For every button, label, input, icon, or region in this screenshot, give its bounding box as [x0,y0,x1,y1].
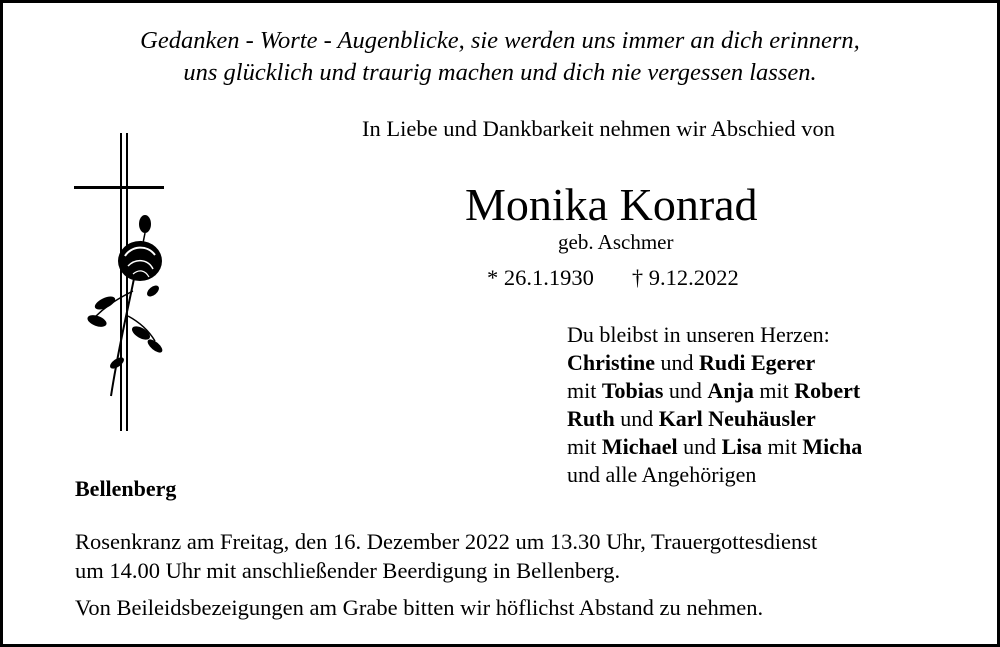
cross-with-rose-icon [73,131,173,441]
memorial-quote-line-1: Gedanken - Worte - Augenblicke, sie werden uns immer an dich erinnern, [140,27,860,54]
mourner-name: Christine [567,350,655,375]
deceased-name: Monika Konrad [465,179,758,230]
service-info-line-1: Rosenkranz am Freitag, den 16. Dezember 2022 um 13.30 Uhr, Trauergottesdienst [75,529,818,554]
place-name: Bellenberg [75,476,177,501]
death-symbol: † [631,265,644,290]
mourners-list [567,321,862,489]
service-info-line-2: um 14.00 Uhr mit anschließender Beerdigung in Bellenberg. [75,558,621,583]
mourner-line: Ruth und Karl Neuhäusler [567,406,816,431]
condolence-note: Von Beileidsbezeigungen am Grabe bitten wir höflichst Abstand zu nehmen. [75,595,764,620]
memorial-quote-line-2: uns glücklich und traurig machen und dich nie vergessen lassen. [183,59,817,86]
mourner-name: Tobias [601,378,664,403]
mourner-line: Christine und Rudi Egerer [567,350,816,375]
birth-symbol: * [487,265,499,290]
farewell-intro: In Liebe und Dankbarkeit nehmen wir Abschied von [362,116,835,141]
mourner-name: Rudi Egerer [699,350,816,375]
mourner-name: Ruth [567,406,615,431]
life-dates [487,265,739,291]
mourner-name: Lisa [721,434,762,459]
mourner-name: Karl Neuhäusler [658,406,816,431]
mourner-line: mit Michael und Lisa mit Micha [567,434,863,459]
mourners-closing: und alle Angehörigen [567,462,757,487]
mourner-name: Anja [707,378,754,403]
mourner-name: Micha [802,434,863,459]
mourners-heading: Du bleibst in unseren Herzen: [567,322,830,347]
maiden-name: geb. Aschmer [558,230,674,254]
death-date: 9.12.2022 [648,265,739,290]
birth-date: 26.1.1930 [503,265,594,290]
mourner-name: Robert [794,378,861,403]
mourner-line: mit Tobias und Anja mit Robert [567,378,861,403]
mourner-name: Michael [601,434,678,459]
